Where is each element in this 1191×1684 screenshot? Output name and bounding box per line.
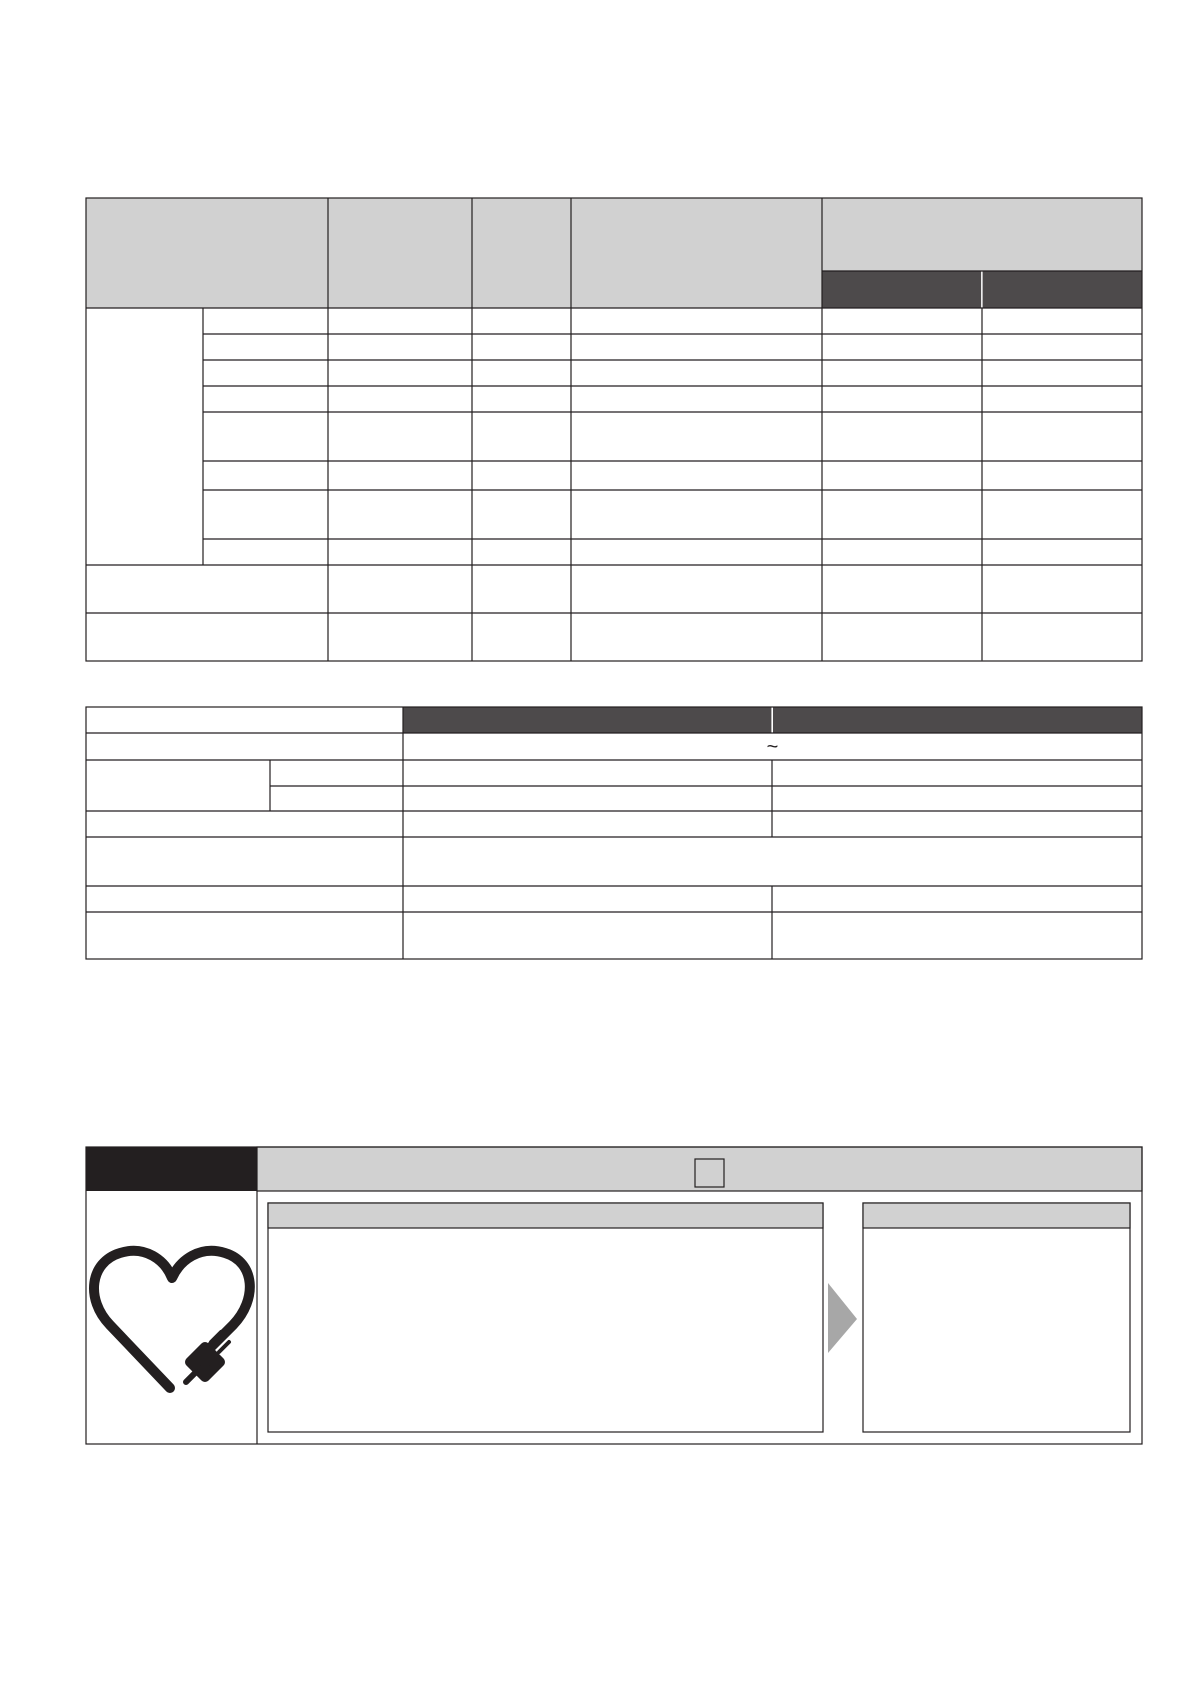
spec-row-7-sub: [203, 490, 328, 539]
eco-box-tab-label: [86, 1147, 257, 1191]
eco-box-checkbox-label: [730, 1147, 1130, 1191]
spec-header-group-sub-a: [822, 271, 982, 308]
right-panel-body: [871, 1232, 1123, 1426]
left-panel-title: [268, 1203, 823, 1228]
spec-header-col-b: [472, 198, 571, 308]
power-header-label: [86, 707, 403, 733]
eco-box-title: [257, 1147, 687, 1191]
heart-plug-icon: [94, 1251, 250, 1388]
spec-header-col-a: [328, 198, 472, 308]
spec-row-1-sub: [203, 308, 328, 334]
right-arrow-icon: [828, 1283, 857, 1353]
power-row-1-label: [86, 733, 403, 760]
power-row-2-label: [86, 760, 270, 811]
power-row-1-merged: ~: [766, 735, 779, 758]
spec-header-item: [86, 198, 328, 308]
spec-header-group: [822, 198, 1142, 271]
spec-row-8-sub: [203, 539, 328, 565]
spec-row-4-sub: [203, 386, 328, 412]
spec-row-5-sub: [203, 412, 328, 461]
power-row-5-label: [86, 837, 403, 886]
power-header-model-b: [772, 707, 1142, 733]
spec-group-label: [86, 308, 203, 565]
right-panel-title: [863, 1203, 1130, 1228]
power-row-5-merged: [403, 837, 1142, 886]
spec-header-group-sub-b: [982, 271, 1142, 308]
spec-row-2-sub: [203, 334, 328, 360]
spec-header-col-c: [571, 198, 822, 308]
power-header-model-a: [403, 707, 772, 733]
spec-row-3-sub: [203, 360, 328, 386]
spec-extra-row-1-label: [86, 565, 328, 613]
spec-row-6-sub: [203, 461, 328, 490]
spec-extra-row-2-label: [86, 613, 328, 661]
left-panel-body: [276, 1232, 816, 1426]
